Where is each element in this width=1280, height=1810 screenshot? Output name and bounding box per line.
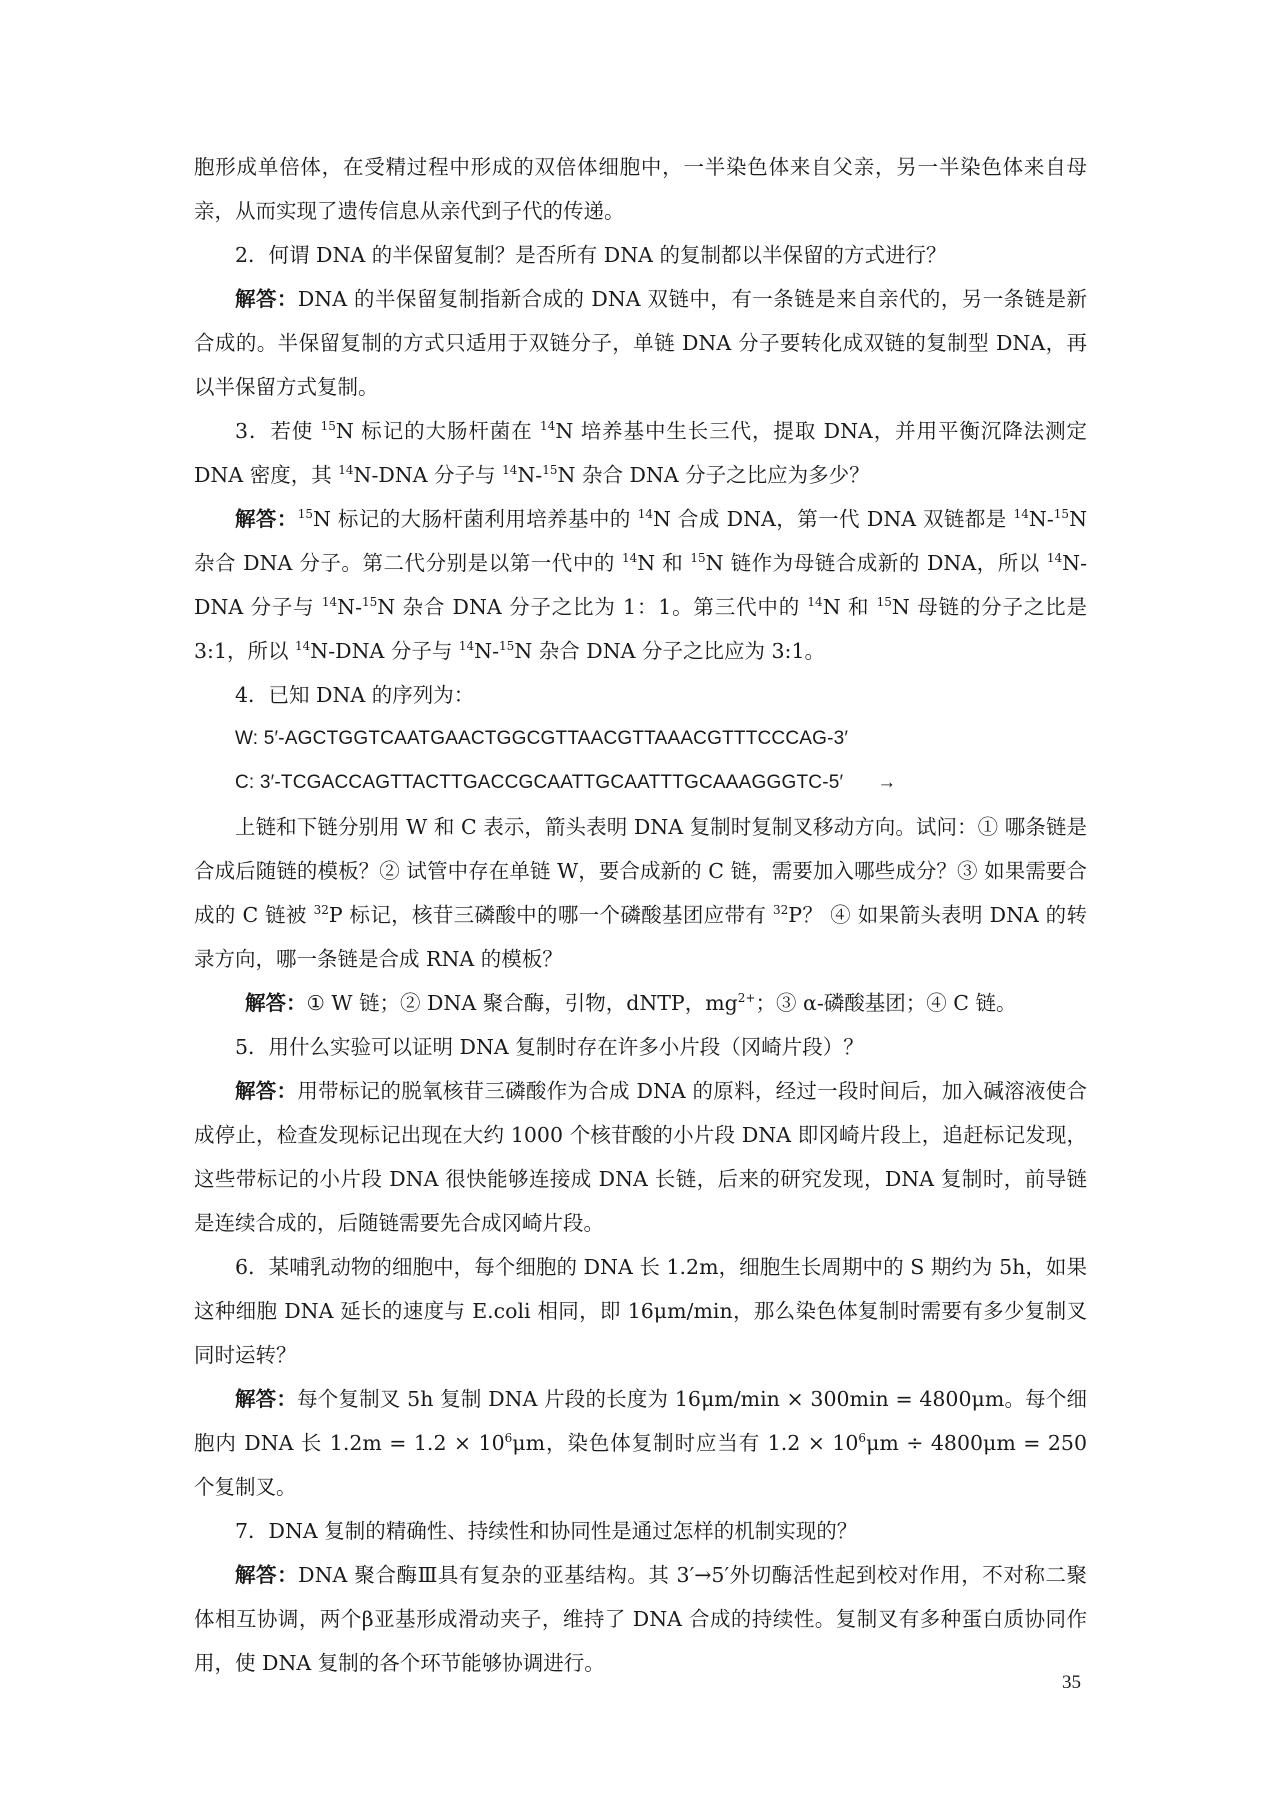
answer-2 xyxy=(194,277,1087,409)
question-3: 3．若使 $^{15}$N 标记的大肠杆菌在 $^{14}$N 培养基中生长三代，提取 DNA，并用平衡沉降法测定 DNA 密度，其 $^{14}$N-DNA 分子与 $^{14}$N-$^{15}$N 杂合 DNA 分子之比应为多少？ xyxy=(194,419,1087,487)
answer-label: 解答： xyxy=(235,1387,298,1411)
answer-text: DNA 聚合酶Ⅲ具有复杂的亚基结构。其 3′→5′外切酶活性起到校对作用，不对称二聚体相互协调，两个β亚基形成滑动夹子，维持了 DNA 合成的持续性。复制叉有多种蛋白质协同作用，使 DNA 复制的各个环节能够协调进行。 xyxy=(194,1563,1088,1675)
sequence-c: C: 3′-TCGACCAGTTACTTGACCGCAATTGCAATTTGCAAAGGGTC-5′ → xyxy=(194,761,1087,805)
answer-label: 解答： xyxy=(245,991,307,1015)
question-5: 5．用什么实验可以证明 DNA 复制时存在许多小片段（冈崎片段）？ xyxy=(235,1035,864,1059)
arrow-right-icon: → xyxy=(877,772,897,793)
answer-label: 解答： xyxy=(235,287,298,311)
intro-paragraph: 胞形成单倍体，在受精过程中形成的双倍体细胞中，一半染色体来自父亲，另一半染色体来自母亲，从而实现了遗传信息从亲代到子代的传递。 xyxy=(194,155,1087,223)
answer-label: 解答： xyxy=(235,507,298,531)
answer-text: 用带标记的脱氧核苷三磷酸作为合成 DNA 的原料，经过一段时间后，加入碱溶液使合成停止，检查发现标记出现在大约 1000 个核苷酸的小片段 DNA 即冈崎片段上，追赶标记发现，这些带标记的小片段 DNA 很快能够连接成 DNA 长链，后来的研究发现，DNA 复制时，前导链是连续合成的，后随链需要先合成冈崎片段。 xyxy=(194,1079,1088,1235)
answer-label: 解答： xyxy=(235,1563,299,1587)
question-2: 2．何谓 DNA 的半保留复制？是否所有 DNA 的复制都以半保留的方式进行？ xyxy=(235,243,947,267)
answer-label: 解答： xyxy=(235,1079,298,1103)
question-4: 4．已知 DNA 的序列为： xyxy=(235,683,475,707)
page-number: 35 xyxy=(1062,1672,1081,1693)
answer-3: 解答：$^{15}$N 标记的大肠杆菌利用培养基中的 $^{14}$N 合成 DNA，第一代 DNA 双链都是 $^{14}$N-$^{15}$N 杂合 DNA 分子。第二代分别是以第一代中的 $^{14}$N 和 $^{15}$N 链作为母链合成新的 DNA，所以 $^{14}$N-DNA 分子与 $^{14}$N-$^{15}$N 杂合 DNA 分子之比为 1：1。第三代中的 $^{14}$N 和 $^{15}$N 母链的分子之比是 3:1，所以 $^{14}$N-DNA 分子与 $^{14}$N-$^{15}$N 杂合 DNA 分子之比应为 3:1。 xyxy=(194,507,1088,663)
answer-4: 解答：① W 链；② DNA 聚合酶，引物，dNTP，$mg^{2+}$；③ α-磷酸基团；④ C 链。 xyxy=(245,991,1017,1015)
answer-5 xyxy=(194,1069,1087,1245)
answer-text: DNA 的半保留复制指新合成的 DNA 双链中，有一条链是来自亲代的，另一条链是新合成的。半保留复制的方式只适用于双链分子，单链 DNA 分子要转化成双链的复制型 DNA，再以半保留方式复制。 xyxy=(194,287,1088,399)
question-7: 7．DNA 复制的精确性、持续性和协同性是通过怎样的机制实现的？ xyxy=(235,1519,858,1543)
question-4-description: 上链和下链分别用 W 和 C 表示，箭头表明 DNA 复制时复制叉移动方向。试问：① 哪条链是合成后随链的模板？② 试管中存在单链 W，要合成新的 C 链，需要加入哪些成分？③ 如果需要合成的 C 链被 $^{32}$P 标记，核苷三磷酸中的哪一个磷酸基团应带有 $^{32}$P？ ④ 如果箭头表明 DNA 的转录方向，哪一条链是合成 RNA 的模板？ xyxy=(194,815,1087,971)
answer-7 xyxy=(194,1553,1087,1685)
question-6: 6．某哺乳动物的细胞中，每个细胞的 DNA 长 1.2m，细胞生长周期中的 S 期约为 5h，如果这种细胞 DNA 延长的速度与 E.coli 相同，即 16μm/min，那么染色体复制时需要有多少复制叉同时运转？ xyxy=(194,1255,1087,1367)
sequence-w: W: 5′-AGCTGGTCAATGAACTGGCGTTAACGTTAAACGTTTCCCAG-3′ xyxy=(235,728,849,749)
page-body xyxy=(194,145,1087,1685)
answer-6: 解答：每个复制叉 5h 复制 DNA 片段的长度为 16μm/min × 300min = 4800μm。每个细胞内 DNA 长 $1.2m = 1.2 \times 10^6\mu m$，染色体复制时应当有 $1.2 \times 10^6\mu m \div 4800\mu m = 250$ 个复制叉。 xyxy=(194,1387,1088,1499)
